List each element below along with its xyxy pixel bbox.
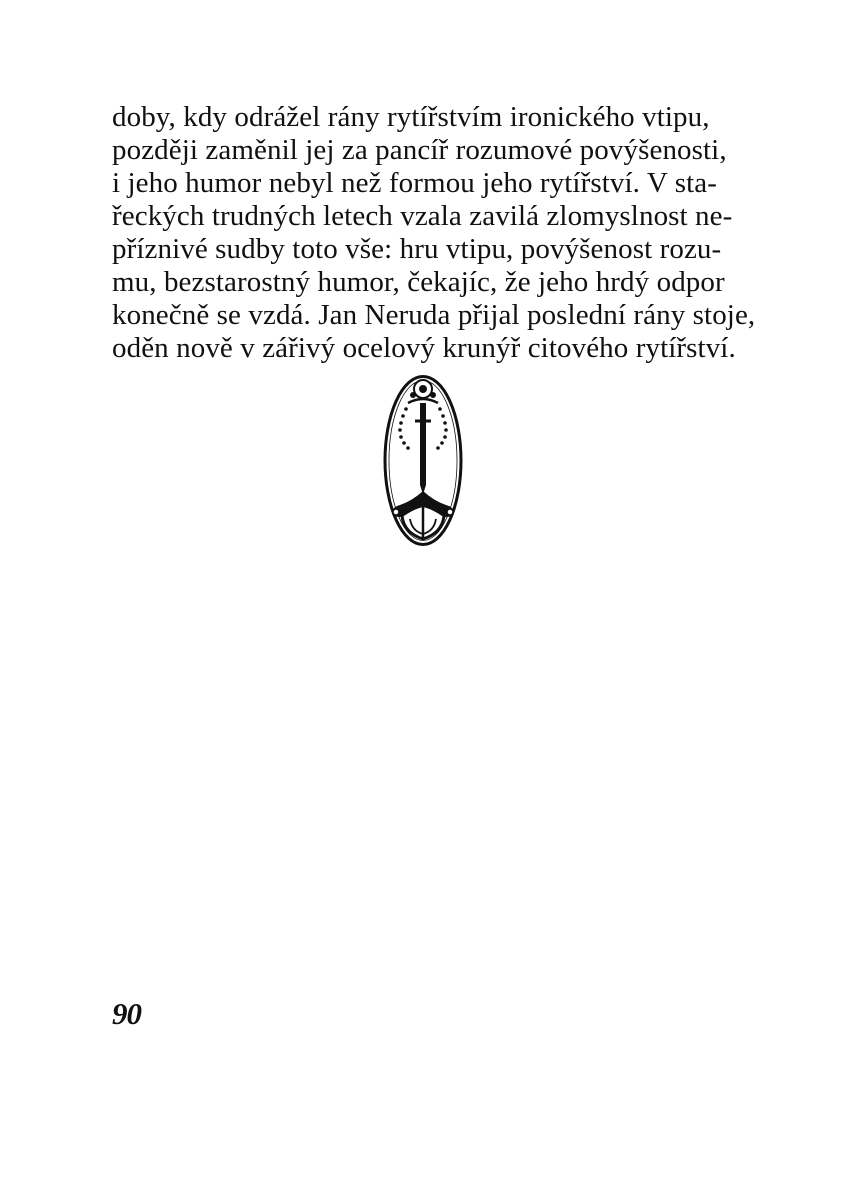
page-number: 90: [112, 996, 141, 1031]
text-line-7: konečně se vzdá. Jan Neruda přijal poslední rány stoje,: [112, 299, 756, 331]
sword-in-oval-vignette-icon: [382, 373, 464, 548]
text-line-3: i jeho humor nebyl než formou jeho rytířství. V sta-: [112, 167, 717, 199]
body-text: [112, 101, 756, 365]
text-line-5: příznivé sudby toto vše: hru vtipu, povýšenost rozu-: [112, 233, 722, 265]
text-line-6: mu, bezstarostný humor, čekajíc, že jeho hrdý odpor: [112, 266, 725, 298]
text-line-1: doby, kdy odrážel rány rytířstvím ironického vtipu,: [112, 101, 710, 133]
text-line-8: oděn nově v zářivý ocelový krunýř citového rytířství.: [112, 332, 736, 364]
text-line-2: později zaměnil jej za pancíř rozumové povýšenosti,: [112, 134, 727, 166]
text-line-4: řeckých trudných letech vzala zavilá zlomyslnost ne-: [112, 200, 733, 232]
